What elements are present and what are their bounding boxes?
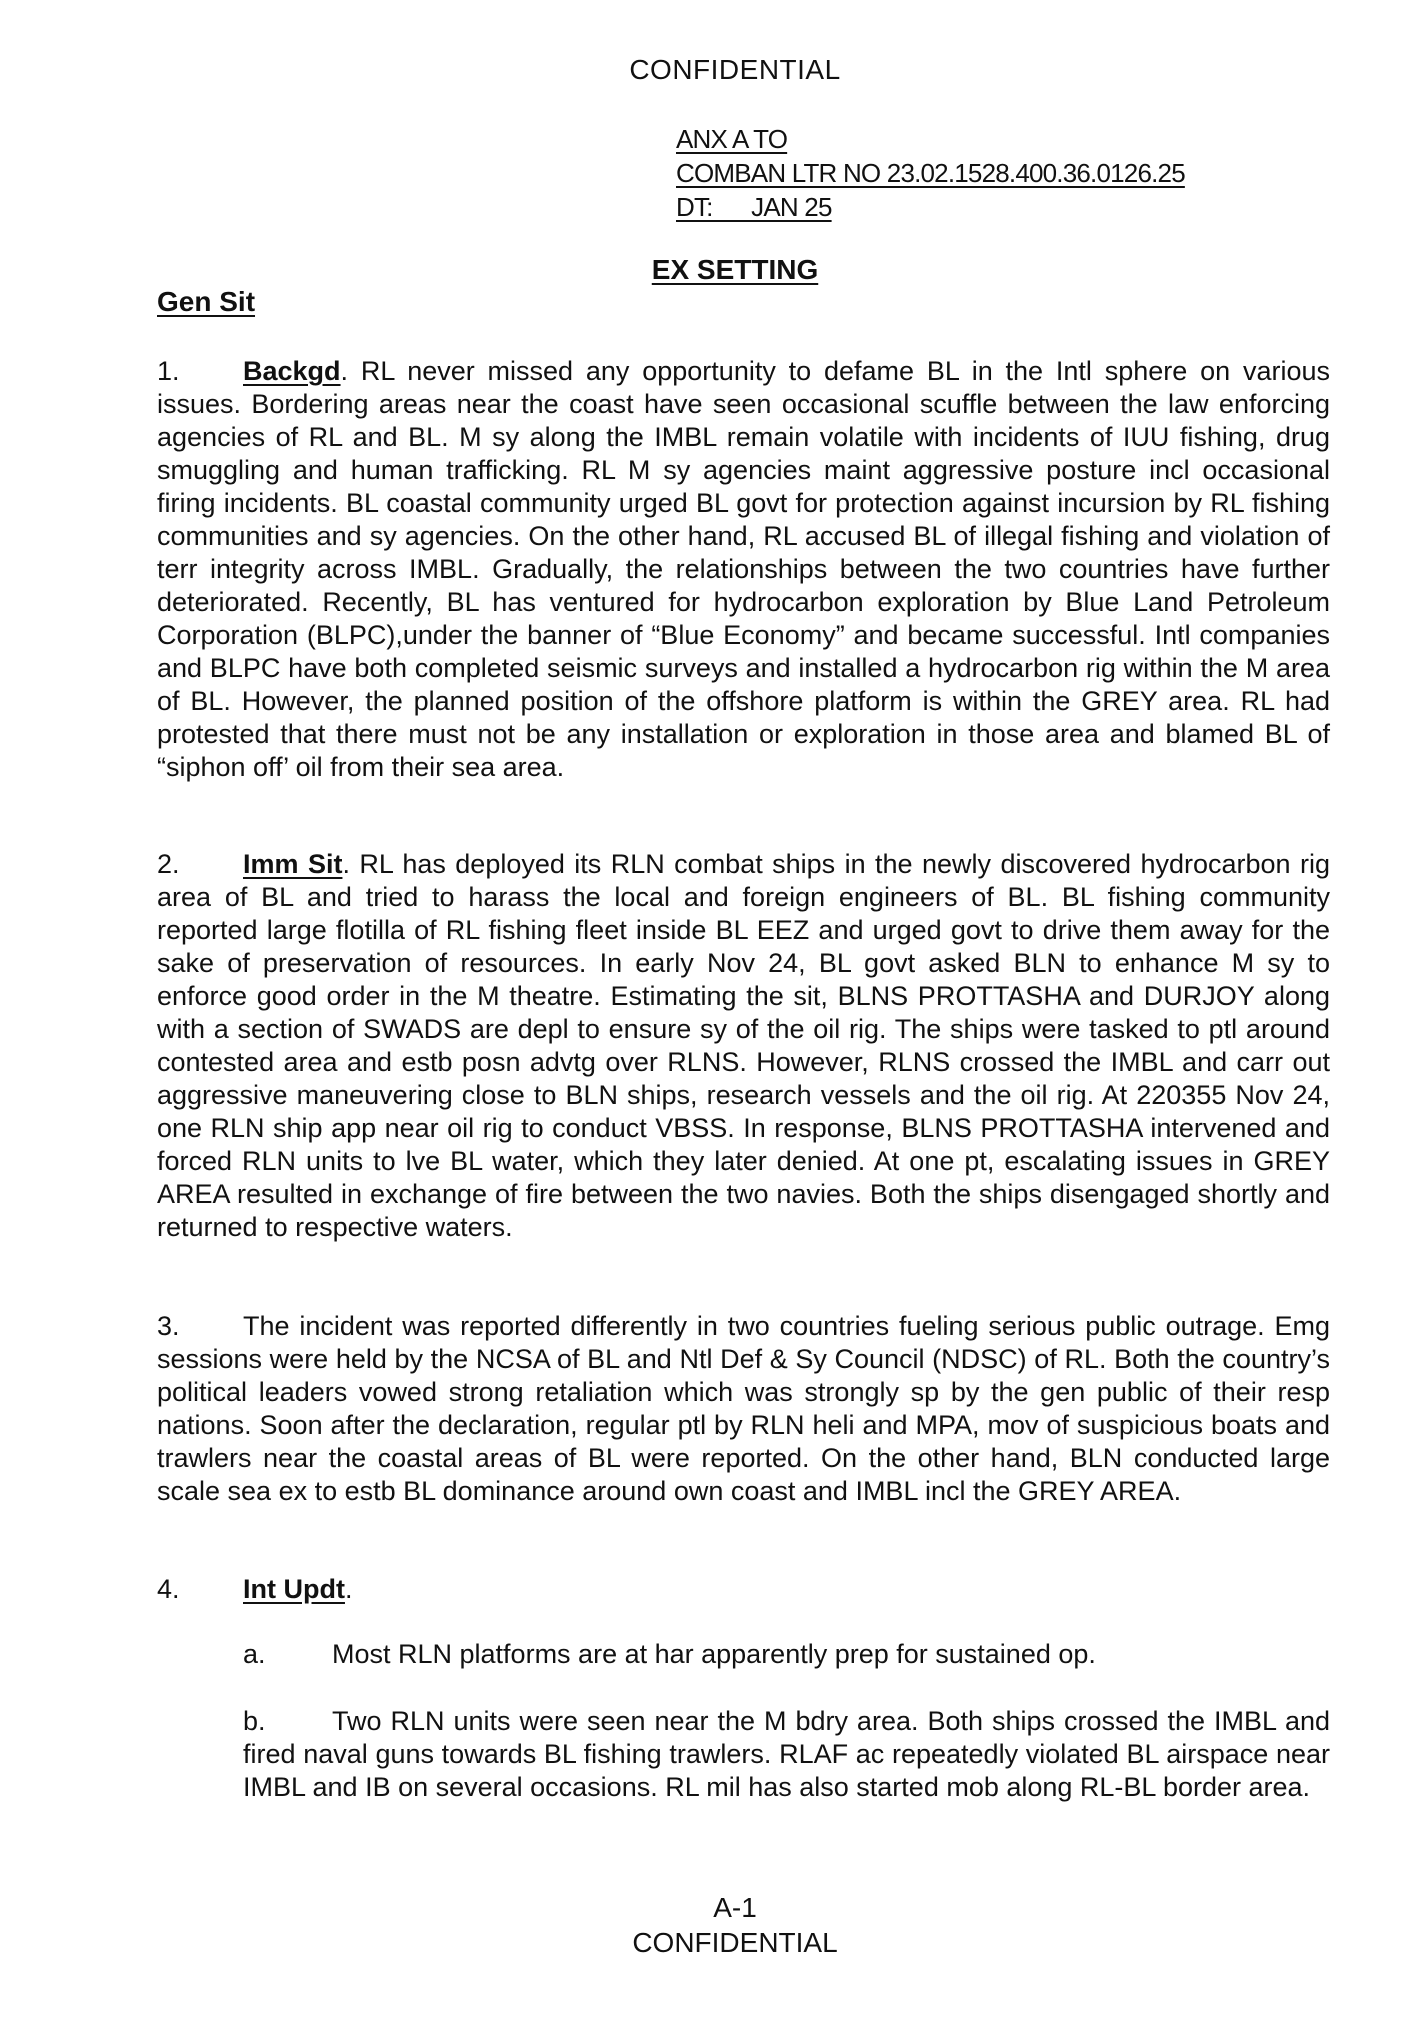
subparagraph-a xyxy=(243,1638,1330,1671)
paragraph-text: The incident was reported differently in two countries fueling serious public outrage. Emg sessions were held by the NCSA of BL and Ntl Def & Sy Council (NDSC) of RL. Both the country’s political leaders vowed strong retaliation which was strongly sp by the gen public of their resp nations. Soon after the declaration, regular ptl by RLN heli and MPA, mov of suspicious boats and trawlers near the coastal areas of BL were reported. On the other hand, BLN conducted large scale sea ex to estb BL dominance around own coast and IMBL incl the GREY AREA. xyxy=(157,1311,1330,1506)
subparagraph-text: Most RLN platforms are at har apparently prep for sustained op. xyxy=(332,1639,1096,1669)
subparagraph-letter: a. xyxy=(243,1639,266,1669)
paragraph-number: 4. xyxy=(157,1574,180,1604)
classification-footer: CONFIDENTIAL xyxy=(632,1927,838,1958)
paragraph-3 xyxy=(157,1310,1330,1508)
paragraph-heading: Backgd xyxy=(243,356,341,386)
annex-line: ANX A TO xyxy=(676,124,788,154)
subparagraph-text: Two RLN units were seen near the M bdry area. Both ships crossed the IMBL and fired naval guns towards BL fishing trawlers. RLAF ac repeatedly violated BL airspace near IMBL and IB on several occasions. RL mil has also started mob along RL-BL border area. xyxy=(243,1706,1330,1802)
paragraph-heading: Int Updt xyxy=(243,1574,345,1604)
paragraph-1 xyxy=(157,355,1330,784)
date-line: DT: JAN 25 xyxy=(676,192,832,222)
letter-reference: COMBAN LTR NO 23.02.1528.400.36.0126.25 xyxy=(676,158,1185,188)
section-heading: Gen Sit xyxy=(157,286,256,317)
paragraph-4 xyxy=(157,1573,1330,1606)
paragraph-number: 1. xyxy=(157,356,180,386)
paragraph-text: . RL never missed any opportunity to defame BL in the Intl sphere on various issues. Bordering areas near the coast have seen occasional scuffle between the law enforcing agencies of RL and BL. M sy along the IMBL remain volatile with incidents of IUU fishing, drug smuggling and human trafficking. RL M sy agencies maint aggressive posture incl occasional firing incidents. BL coastal community urged BL govt for protection against incursion by RL fishing communities and sy agencies. On the other hand, RL accused BL of illegal fishing and violation of terr integrity across IMBL. Gradually, the relationships between the two countries have further deteriorated. Recently, BL has ventured for hydrocarbon exploration by Blue Land Petroleum Corporation (BLPC),under the banner of “Blue Economy” and became successful. Intl companies and BLPC have both completed seismic surveys and installed a hydrocarbon rig within the M area of BL. However, the planned position of the offshore platform is within the GREY area. RL had protested that there must not be any installation or exploration in those area and blamed BL of “siphon off’ oil from their sea area. xyxy=(157,356,1330,782)
paragraph-2 xyxy=(157,848,1330,1244)
subparagraph-letter: b. xyxy=(243,1706,266,1736)
classification-header: CONFIDENTIAL xyxy=(629,54,841,85)
paragraph-text: . RL has deployed its RLN combat ships in the newly discovered hydrocarbon rig area of BL and tried to harass the local and foreign engineers of BL. BL fishing community reported large flotilla of RL fishing fleet inside BL EEZ and urged govt to drive them away for the sake of preservation of resources. In early Nov 24, BL govt asked BLN to enhance M sy to enforce good order in the M theatre. Estimating the sit, BLNS PROTTASHA and DURJOY along with a section of SWADS are depl to ensure sy of the oil rig. The ships were tasked to ptl around contested area and estb posn advtg over RLNS. However, RLNS crossed the IMBL and carr out aggressive maneuvering close to BLN ships, research vessels and the oil rig. At 220355 Nov 24, one RLN ship app near oil rig to conduct VBSS. In response, BLNS PROTTASHA intervened and forced RLN units to lve BL water, which they later denied. At one pt, escalating issues in GREY AREA resulted in exchange of fire between the two navies. Both the ships disengaged shortly and returned to respective waters. xyxy=(157,849,1330,1242)
document-title: EX SETTING xyxy=(651,254,819,285)
paragraph-number: 2. xyxy=(157,849,180,879)
paragraph-text: . xyxy=(344,1574,353,1604)
paragraph-heading: Imm Sit xyxy=(243,849,343,879)
paragraph-number: 3. xyxy=(157,1311,180,1341)
subparagraph-b xyxy=(243,1705,1330,1804)
page-number: A-1 xyxy=(713,1892,757,1923)
